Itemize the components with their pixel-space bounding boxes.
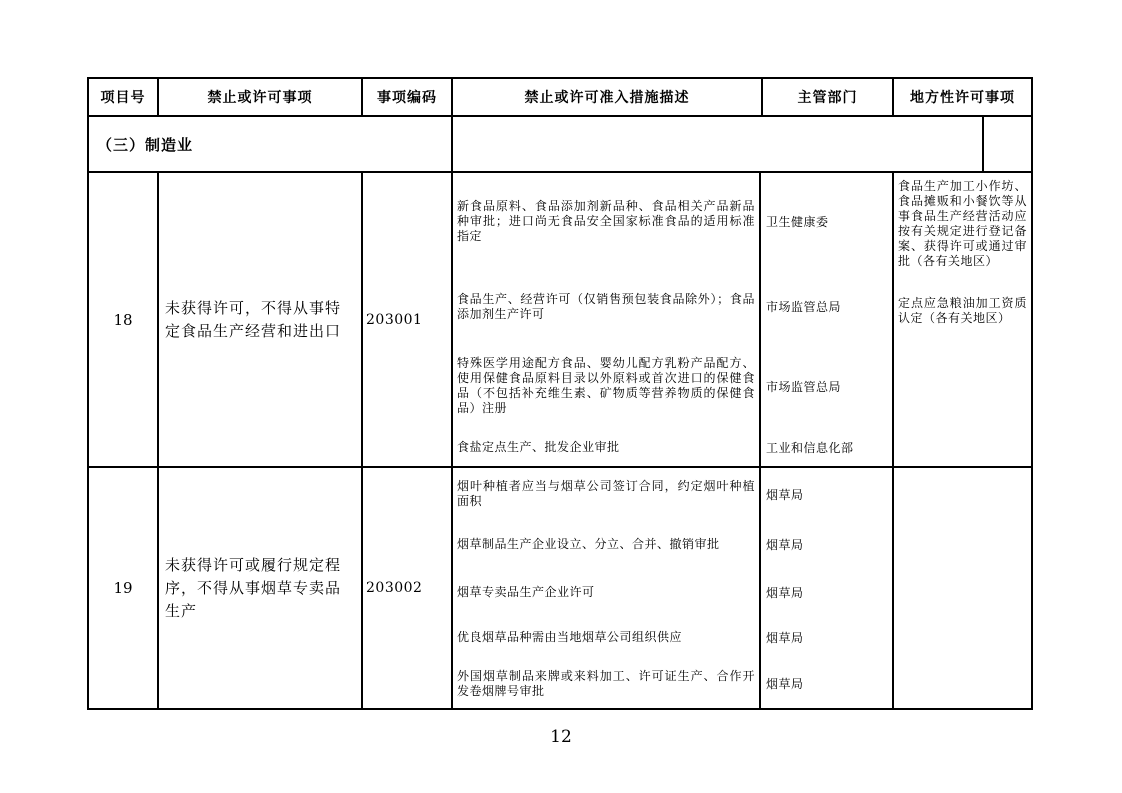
authority: 工业和信息化部 (766, 440, 854, 455)
measure-description: 烟草制品生产企业设立、分立、合并、撤销审批 (453, 520, 761, 568)
col-header-project-no: 项目号 (89, 79, 159, 115)
col-header-prohibited-item: 禁止或许可事项 (159, 79, 363, 115)
measure-row (453, 616, 892, 659)
table-row (89, 468, 1031, 708)
measure-row (453, 428, 892, 466)
measure-description: 特殊医学用途配方食品、婴幼儿配方乳粉产品配方、使用保健食品原料目录以外原料或首次进口的保健食品（不包括补充维生素、矿物质等营养物质的保健食品）注册 (453, 344, 761, 428)
market-access-permit-table (87, 77, 1033, 710)
project-no: 19 (89, 468, 159, 708)
measures-cell (453, 173, 894, 466)
measure-row (453, 173, 892, 269)
measure-row (453, 468, 892, 520)
section-empty-cell (453, 117, 984, 171)
section-row-manufacturing (89, 117, 1031, 173)
local-permit-item: 食品生产加工小作坊、食品摊贩和小餐饮等从事食品生产经营活动应按有关规定进行登记备案、获得许可或通过审批（各有关地区） (898, 179, 1027, 268)
measure-description: 新食品原料、食品添加剂新品种、食品相关产品新品种审批；进口尚无食品安全国家标准食品的适用标准指定 (453, 173, 761, 269)
measure-row (453, 568, 892, 616)
col-header-item-code: 事项编码 (363, 79, 453, 115)
measure-description: 烟叶种植者应当与烟草公司签订合同，约定烟叶种植面积 (453, 468, 761, 520)
authority: 市场监管总局 (766, 379, 842, 394)
authority: 烟草局 (766, 677, 804, 691)
table-row (89, 173, 1031, 468)
authority: 烟草局 (766, 487, 804, 502)
authority: 烟草局 (766, 537, 804, 552)
measure-row (453, 659, 892, 708)
authority: 卫生健康委 (766, 214, 829, 229)
col-header-measure-desc: 禁止或许可准入措施描述 (453, 79, 763, 115)
local-permit-cell (894, 173, 1031, 466)
local-permit-cell (894, 468, 1031, 708)
measure-description: 优良烟草品种需由当地烟草公司组织供应 (453, 616, 761, 659)
measure-row (453, 520, 892, 568)
prohibited-item: 未获得许可，不得从事特定食品生产经营和进出口 (159, 173, 363, 466)
measure-description: 食品生产、经营许可（仅销售预包装食品除外）；食品添加剂生产许可 (453, 269, 761, 344)
measure-description: 食盐定点生产、批发企业审批 (453, 428, 761, 466)
table-header-row (89, 79, 1031, 117)
measure-row (453, 344, 892, 428)
authority: 烟草局 (766, 631, 804, 645)
prohibited-item: 未获得许可或履行规定程序，不得从事烟草专卖品生产 (159, 468, 363, 708)
local-permit-item: 定点应急粮油加工资质认定（各有关地区） (898, 296, 1027, 325)
measure-description: 烟草专卖品生产企业许可 (453, 568, 761, 616)
col-header-local-permit: 地方性许可事项 (910, 90, 1015, 106)
section-empty-cell (984, 117, 1031, 171)
measure-description: 外国烟草制品来牌或来料加工、许可证生产、合作开发卷烟牌号审批 (453, 659, 761, 708)
page-number: 12 (550, 727, 572, 747)
item-code: 203001 (363, 173, 453, 466)
col-header-authority: 主管部门 (763, 79, 894, 115)
item-code: 203002 (363, 468, 453, 708)
authority: 市场监管总局 (766, 300, 842, 314)
authority: 烟草局 (766, 585, 804, 600)
measures-cell (453, 468, 894, 708)
project-no: 18 (89, 173, 159, 466)
measure-row (453, 269, 892, 344)
section-title: （三）制造业 (89, 117, 453, 171)
